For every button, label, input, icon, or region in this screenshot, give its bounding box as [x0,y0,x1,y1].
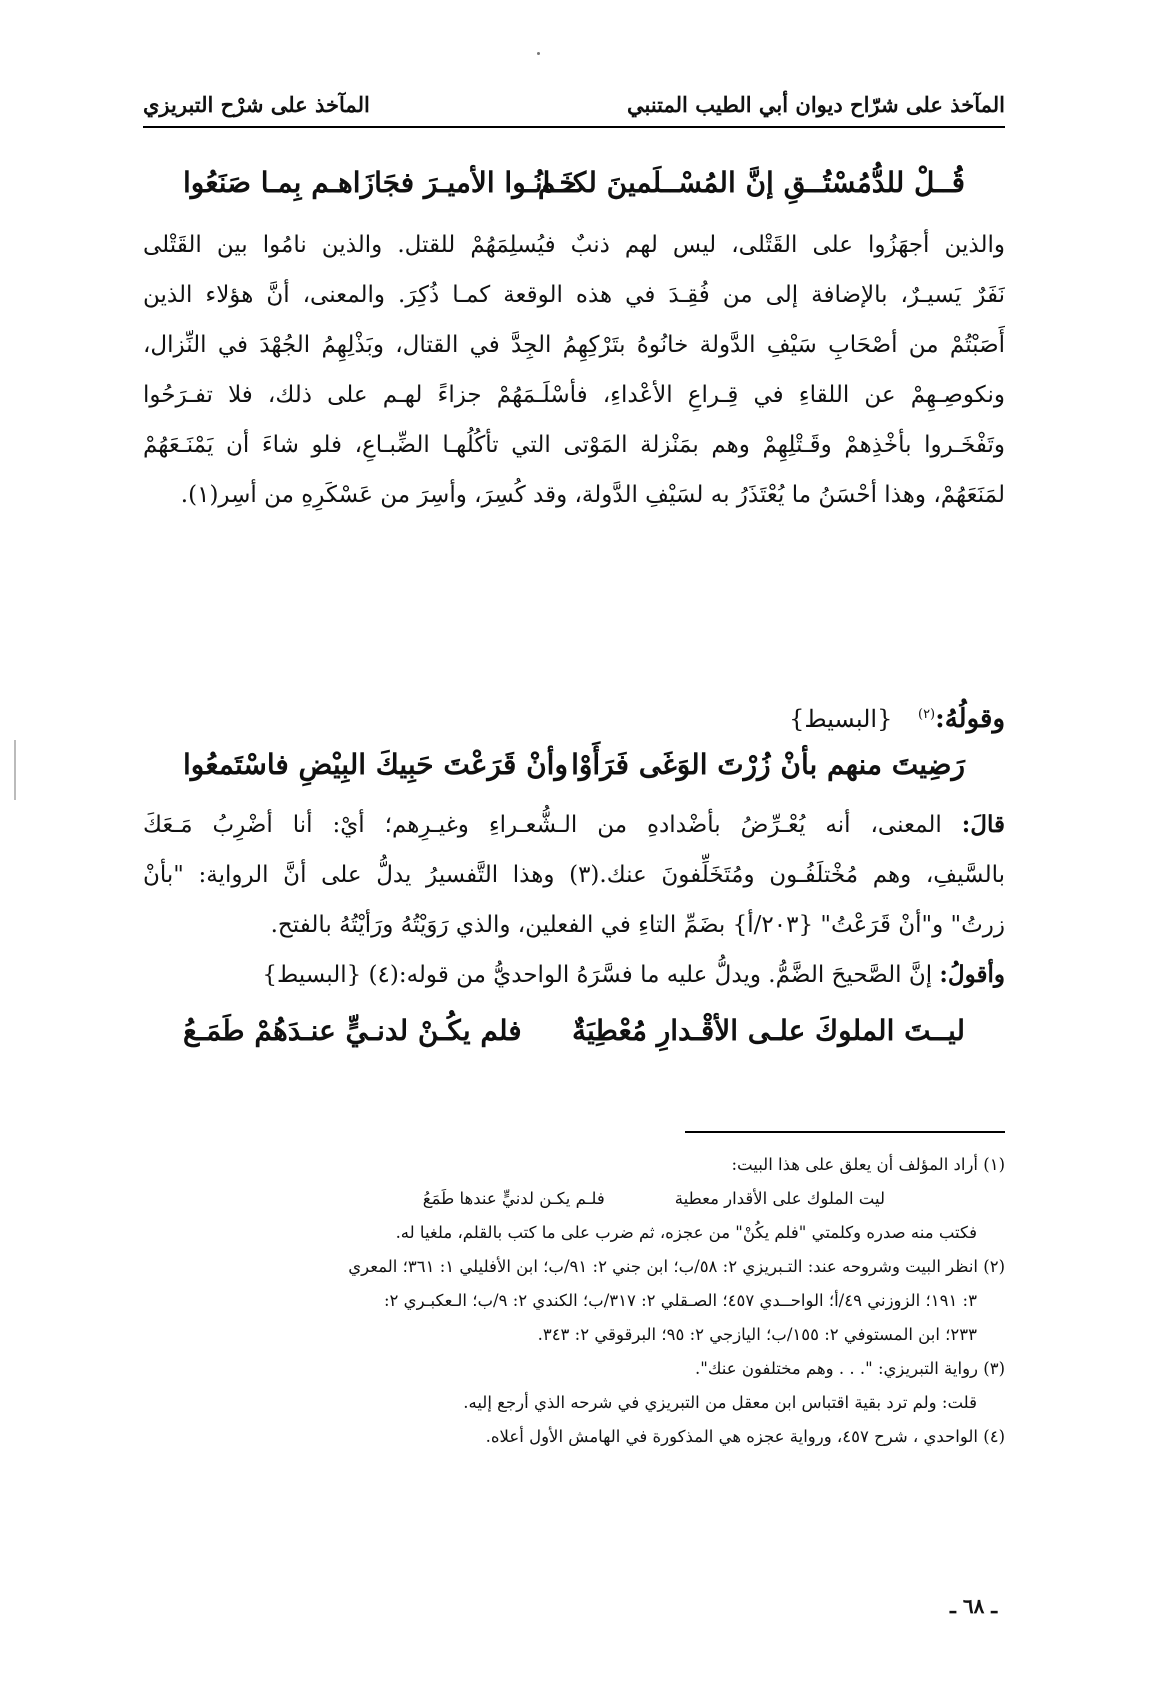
text-span: المعنى، أنه يُعْـرِّضُ بأضْدادهِ من الـشُّعـراءِ وغيـرِهم؛ أيْ: أنا أضْرِبُ مَـعَكَ [143,812,942,838]
running-header [143,82,1005,128]
footnotes [143,1148,1005,1454]
footnote-verse-a: ليت الملوك على الأقدار معطية [674,1189,885,1208]
verse-2-hemistich-2: وأنْ قَرَعْتَ حَبِيكَ البِيْضِ فاسْتَمعُوا [183,748,568,781]
scan-margin-mark [14,740,16,800]
footnote-1-cont: فكتب منه صدره وكلمتي "فلم يكُنْ" من عجزه، ثم ضرب على ما كتب بالقلم، ملغيا له. [395,1223,977,1242]
footnote-2-cont: ٣: ١٩١؛ الزوزني ٤٩/أ؛ الواحــدي ٤٥٧؛ الصـقلي ٢: ٣١٧/ب؛ الكندي ٢: ٩/ب؛ الـعكبـري ٢: [383,1291,977,1310]
footnote-ref: (٢) [917,707,936,722]
commentary-paragraph-2 [143,800,1005,950]
text-line: بالسَّيفِ، وهم مُخْتلَفُـون ومُتَخَلِّفونَ عنك.(٣) وهذا التَّفسيرُ يدلُّ على أنَّ الرواية: "بأنْ [143,862,1005,888]
text-line: لمَنَعَهُمْ، وهذا أحْسَنُ ما يُعْتَذَرُ به لسَيْفِ الدَّولة، وقد كُسِرَ، وأسِرَ من عَسْكَرِهِ من أسِر(١). [180,482,1005,508]
footnote-1: (١) أراد المؤلف أن يعلق على هذا البيت: [731,1155,1005,1174]
text-line: وتَفْخَـروا بأخْذِهمْ وقَـتْلِهِمْ وهم بمَنْزلة المَوْتى التي تأكُلُهـا الضِّبـاعِ، فلو شاءَ أن يَمْنَـعَهُمْ [143,432,1005,458]
page-mark [537,52,540,55]
footnote-2: (٢) انظر البيت وشروحه عند: التـبريزي ٢: ٥٨/ب؛ ابن جني ٢: ٩١/ب؛ ابن الأفليلي ١: ٣٦١؛ المعري [348,1257,1005,1276]
verse-3-hemistich-1: ليــتَ الملوكَ علـى الأقْـدارِ مُعْطِيَةٌ [572,1014,965,1047]
verse-2 [143,742,1005,792]
section-heading [143,690,1005,740]
footnote-3: (٣) رواية التبريزي: ". . . وهم مختلفون عنك". [695,1359,1005,1378]
footnote-1-verse [143,1182,1005,1216]
footnote-verse-b: فلـم يكـن لدنيٍّ عندها طَمَعُ [422,1189,605,1208]
verse-1 [143,160,1005,210]
text-line [143,950,1005,1000]
commentary-paragraph-3 [143,950,1005,1000]
text-span: إنَّ الصَّحيحَ الضَّمُّ. ويدلُّ عليه ما فسَّرَهُ الواحديُّ من قوله:(٤) {البسيط} [262,962,933,988]
footnote-4: (٤) الواحدي ، شرح ٤٥٧، ورواية عجزه هي المذكورة في الهامش الأول أعلاه. [485,1427,1005,1446]
text-line: زرتُ" و"أنْ قَرَعْتُ" {٢٠٣/أ} بضَمِّ التاءِ في الفعلين، والذي رَوَيْتُهُ ورَأيْتُهُ بالفتح. [270,912,1005,938]
verse-3-hemistich-2: فلم يكُـنْ لدنـيٍّ عنـدَهُمْ طَمَـعُ [183,1014,522,1047]
header-book-title: المآخذ على شرّاح ديوان أبي الطيب المتنبي [627,92,1005,117]
header-chapter-title: المآخذ على شرْح التبريزي [143,92,370,117]
commentary-paragraph-1 [143,220,1005,520]
verse-1-hemistich-1: قُــلْ للدُّمُسْتُــقِ إنَّ المُسْــلَمينَ لكــم [537,166,965,199]
footnote-2-cont: ٢٣٣؛ ابن المستوفي ٢: ١٥٥/ب؛ اليازجي ٢: ٩٥؛ البرقوقي ٢: ٣٤٣. [537,1325,977,1344]
verse-2-hemistich-1: رَضِيتَ منهم بأنْ زُرْتَ الوَغَى فَرَأَوْا [571,748,965,781]
verse-1-hemistich-2: خَـانُـوا الأميـرَ فجَازَاهـم بِمـا صَنَعُوا [183,166,577,199]
para-lead: وأقولُ: [939,961,1005,988]
footnote-3-cont: قلت: ولم ترد بقية اقتباس ابن معقل من التبريزي في شرحه الذي أرجع إليه. [463,1393,977,1412]
text-line [143,800,1005,850]
verse-3 [143,1008,1005,1058]
text-line: ونكوصِـهِمْ عن اللقاءِ في قِـراعِ الأعْداءِ، فأسْلَـمَهُمْ جزاءً لهـم على ذلك، فلا تفـرَحُوا [143,382,1005,408]
page-number: ـ ٦٨ ـ [950,1594,998,1618]
meter-label: {البسيط} [789,705,893,733]
section-lead: وقولُهُ: [935,704,1005,734]
text-line: والذين أجهَزُوا على القَتْلى، ليس لهم ذنبٌ فيُسلِمَهُمْ للقتل. والذين نامُوا بين القَتْلى [143,232,1005,258]
para-lead: قالَ: [961,811,1005,838]
text-line: أَصَبْتُمْ من أصْحَابِ سَيْفِ الدَّولة خانُوهُ بتَرْكِهِمُ الجِدَّ في القتال، وبَذْلِهِمُ الجُهْدَ في النِّزال، [143,332,1005,358]
footnote-separator [685,1131,1005,1133]
text-line: نَفَرٌ يَسيـرٌ، بالإضافة إلى من فُقِـدَ في هذه الوقعة كمـا ذُكِرَ. والمعنى، أنَّ هؤلاء الذين [143,282,1005,308]
